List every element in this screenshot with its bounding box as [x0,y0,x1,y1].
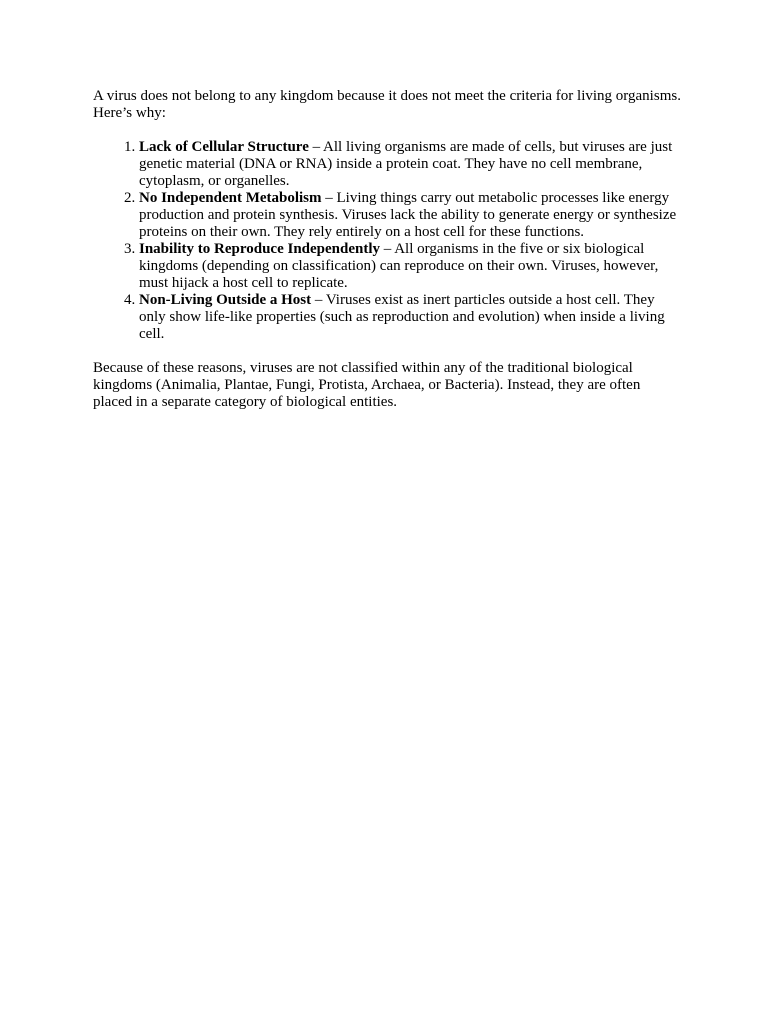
document-page [93,88,683,411]
list-item-text: – All organisms in the five or six biological kingdoms (depending on classification) can reproduce on their own. Viruses, however, must hijack a host cell to replicate. [139,241,659,291]
list-item-title: Lack of Cellular Structure [139,139,309,155]
list-item-text: – Living things carry out metabolic processes like energy production and protein synthesis. Viruses lack the ability to generate energy or synthesize proteins on their own. They rely entirely on a host cell for these functions. [139,190,677,240]
list-item-title: Non-Living Outside a Host [139,292,312,308]
list-item-text: – Viruses exist as inert particles outside a host cell. They only show life-like properties (such as reproduction and evolution) when inside a living cell. [139,292,665,342]
list-item-no-independent-metabolism [139,190,683,241]
conclusion-paragraph: Because of these reasons, viruses are not classified within any of the traditional biological kingdoms (Animalia, Plantae, Fungi, Protista, Archaea, or Bacteria). Instead, they are often placed in a separate category of biological entities. [93,360,641,410]
list-item-non-living-outside-host [139,292,683,343]
list-item-text: – All living organisms are made of cells, but viruses are just genetic material (DNA or RNA) inside a protein coat. They have no cell membrane, cytoplasm, or organelles. [139,139,673,189]
list-item-title: No Independent Metabolism [139,190,322,206]
intro-paragraph: A virus does not belong to any kingdom because it does not meet the criteria for living organisms. Here’s why: [93,88,681,121]
list-item-inability-to-reproduce [139,241,683,292]
list-item-lack-of-cellular-structure [139,139,683,190]
reasons-list [93,139,683,343]
list-item-title: Inability to Reproduce Independently [139,241,381,257]
